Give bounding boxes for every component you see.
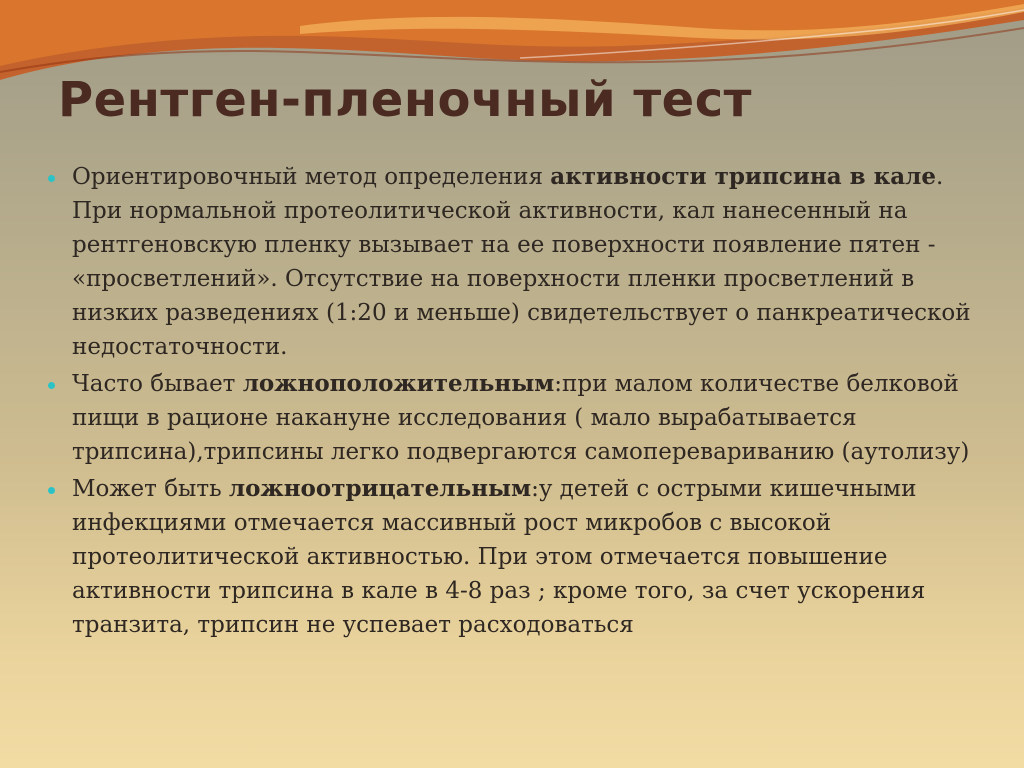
bullet-dot-icon: [48, 487, 55, 494]
slide-title: Рентген-пленочный тест: [58, 72, 752, 128]
emphasis-text: ложноотрицательным: [228, 475, 532, 502]
bullet-list: [40, 160, 990, 645]
bullet-item: [40, 472, 990, 642]
bullet-item: [40, 160, 990, 364]
emphasis-text: ложноположительным: [242, 370, 555, 397]
bullet-item: [40, 367, 990, 469]
bullet-text: Часто бывает ложноположительным:при малом количестве белковой пищи в рационе накануне исследования ( мало вырабатывается трипсина),трипсины легко подвергаются самоперевариванию (аутолизу): [72, 370, 970, 465]
bullet-dot-icon: [48, 382, 55, 389]
emphasis-text: активности трипсина в кале: [550, 163, 936, 190]
bullet-dot-icon: [48, 175, 55, 182]
bullet-text: Ориентировочный метод определения активности трипсина в кале. При нормальной протеолитической активности, кал нанесенный на рентгеновскую пленку вызывает на ее поверхности появление пятен - «просветлений». Отсутствие на поверхности пленки просветлений в низких разведениях (1:20 и меньше) свидетельствует о панкреатической недостаточности.: [72, 163, 971, 360]
bullet-text: Может быть ложноотрицательным:у детей с острыми кишечными инфекциями отмечается массивный рост микробов с высокой протеолитической активностью. При этом отмечается повышение активности трипсина в кале в 4-8 раз ; кроме того, за счет ускорения транзита, трипсин не успевает расходоваться: [72, 475, 926, 638]
